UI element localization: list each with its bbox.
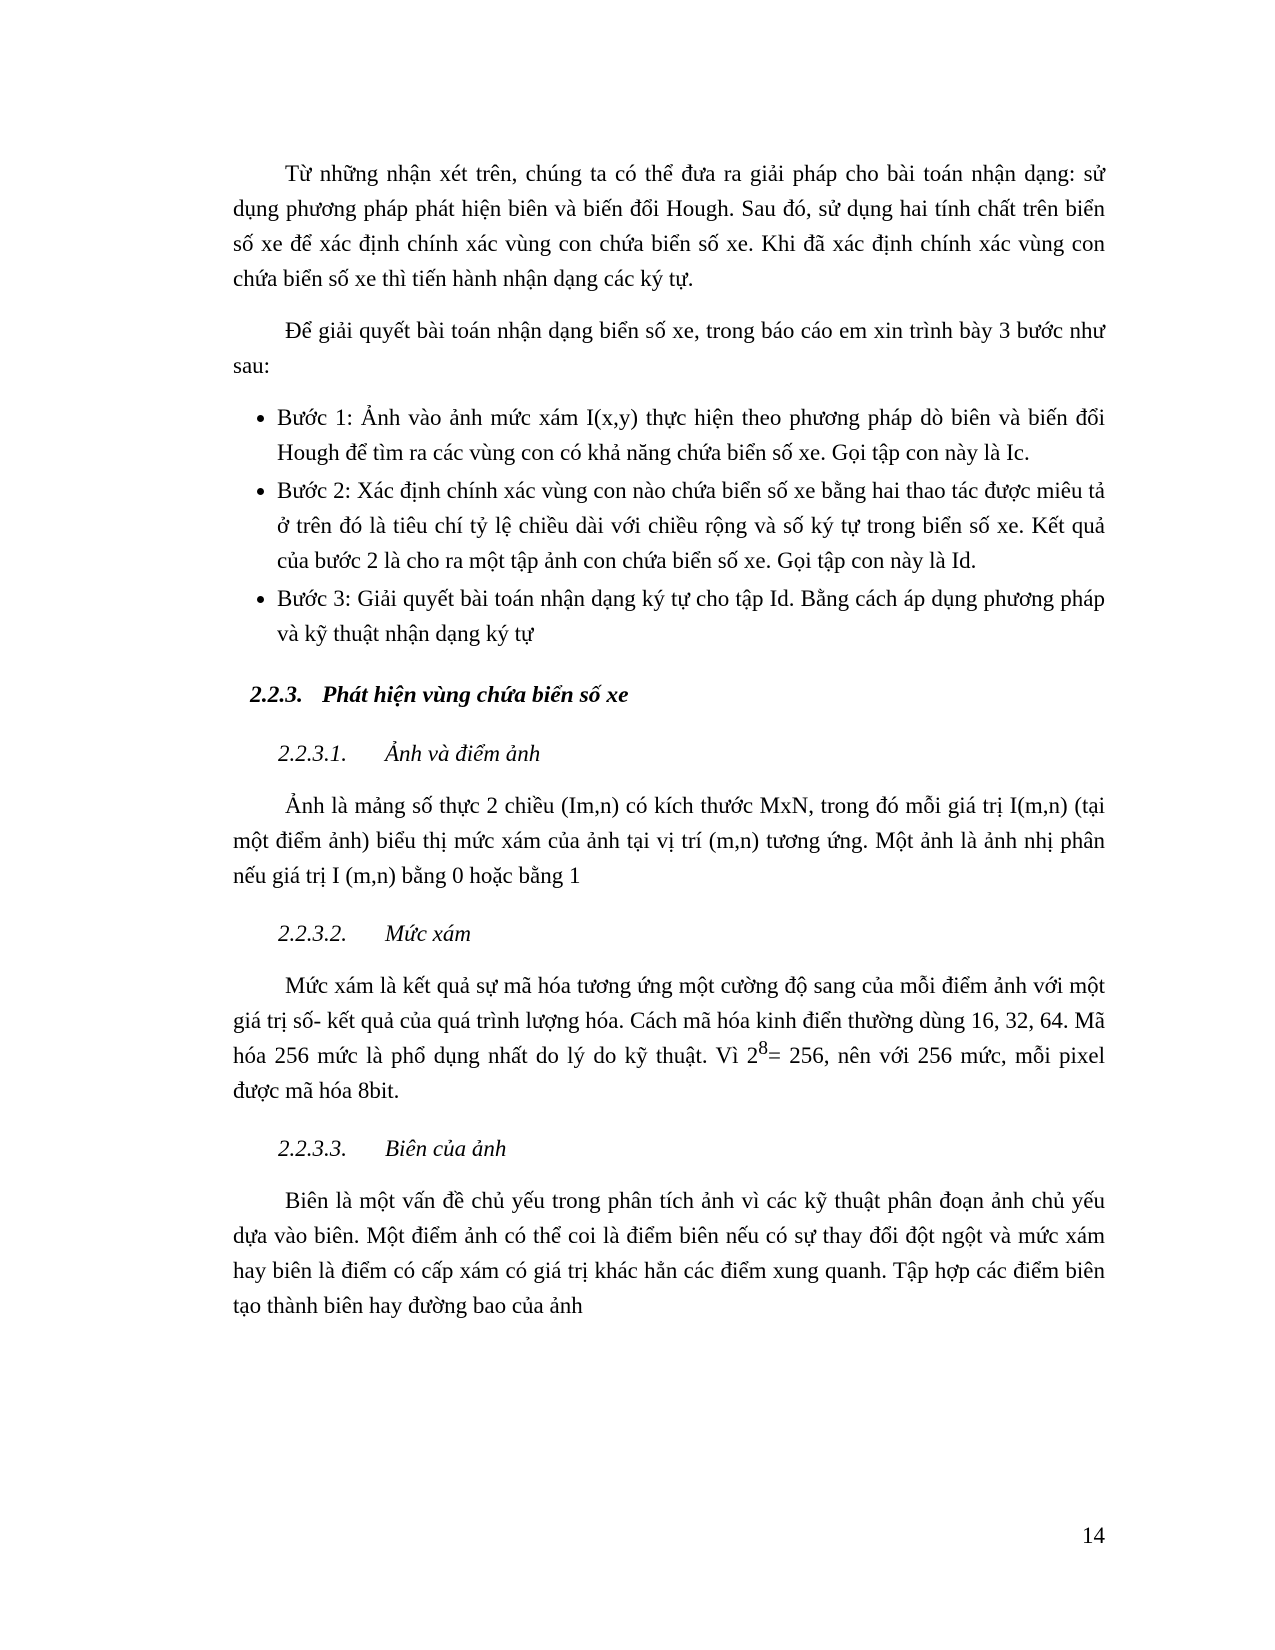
paragraph-intro: Từ những nhận xét trên, chúng ta có thể đưa ra giải pháp cho bài toán nhận dạng: sử dụng phương pháp phát hiện biên và biến đổi Hough. Sau đó, sử dụng hai tính chất trên biển số xe để xác định chính xác vùng con chứa biển số xe. Khi đã xác định chính xác vùng con chứa biển số xe thì tiến hành nhận dạng các ký tự.: [233, 161, 1105, 291]
steps-list: [233, 400, 1105, 651]
subsection-title: Ảnh và điểm ảnh: [385, 741, 541, 766]
paragraph-text-before-superscript: Mức xám là kết quả sự mã hóa tương ứng một cường độ sang của mỗi điểm ảnh với một giá trị số- kết quả của quá trình lượng hóa. Cách mã hóa kinh điển thường dùng 16, 32, 64. Mã hóa 256 mức là phổ dụng nhất do lý do kỹ thuật. Vì 2: [233, 973, 1105, 1068]
page-number: 14: [1082, 1523, 1105, 1548]
paragraph-anh-va-diem-anh: Ảnh là mảng số thực 2 chiều (Im,n) có kích thước MxN, trong đó mỗi giá trị I(m,n) (tại một điểm ảnh) biểu thị mức xám của ảnh tại vị trí (m,n) tương ứng. Một ảnh là ảnh nhị phân nếu giá trị I (m,n) bằng 0 hoặc bằng 1: [233, 793, 1105, 888]
paragraph-text-after-superscript: = 256, nên với 256 mức, mỗi pixel được mã hóa 8bit.: [233, 1043, 1105, 1103]
section-heading-223: [250, 678, 1105, 713]
page-content: [233, 156, 1105, 1340]
section-heading-title: Phát hiện vùng chứa biển số xe: [322, 682, 629, 708]
list-item-step-3: • Bước 3: Giải quyết bài toán nhận dạng ký tự cho tập Id. Bằng cách áp dụng phương pháp và kỹ thuật nhận dạng ký tự: [277, 581, 1105, 651]
paragraph-bien-cua-anh: Biên là một vấn đề chủ yếu trong phân tích ảnh vì các kỹ thuật phân đoạn ảnh chủ yếu dựa vào biên. Một điểm ảnh có thể coi là điểm biên nếu có sự thay đổi đột ngột và mức xám hay biên là điểm có cấp xám có giá trị khác hẳn các điểm xung quanh. Tập hợp các điểm biên tạo thành biên hay đường bao của ảnh: [233, 1188, 1105, 1318]
subsection-title: Mức xám: [385, 921, 471, 946]
subsection-number: 2.2.3.2.: [278, 921, 347, 946]
subsection-number: 2.2.3.1.: [278, 741, 347, 766]
subsection-title: Biên của ảnh: [385, 1136, 507, 1161]
section-heading-number: 2.2.3.: [250, 682, 303, 708]
list-item-step-1: • Bước 1: Ảnh vào ảnh mức xám I(x,y) thực hiện theo phương pháp dò biên và biến đổi Hough để tìm ra các vùng con có khả năng chứa biển số xe. Gọi tập con này là Ic.: [277, 400, 1105, 470]
superscript-exponent: 8: [758, 1038, 769, 1060]
list-item-step-2: • Bước 2: Xác định chính xác vùng con nào chứa biển số xe bằng hai thao tác được miêu tả ở trên đó là tiêu chí tỷ lệ chiều dài với chiều rộng và số ký tự trong biển số xe. Kết quả của bước 2 là cho ra một tập ảnh con chứa biển số xe. Gọi tập con này là Id.: [277, 473, 1105, 578]
subsection-heading-2232: [278, 916, 1105, 951]
paragraph-steps-intro: Để giải quyết bài toán nhận dạng biển số xe, trong báo cáo em xin trình bày 3 bước như sau:: [233, 318, 1105, 378]
subsection-heading-2233: [278, 1131, 1105, 1166]
subsection-number: 2.2.3.3.: [278, 1136, 347, 1161]
subsection-heading-2231: [278, 736, 1105, 771]
paragraph-muc-xam: [233, 968, 1105, 1108]
